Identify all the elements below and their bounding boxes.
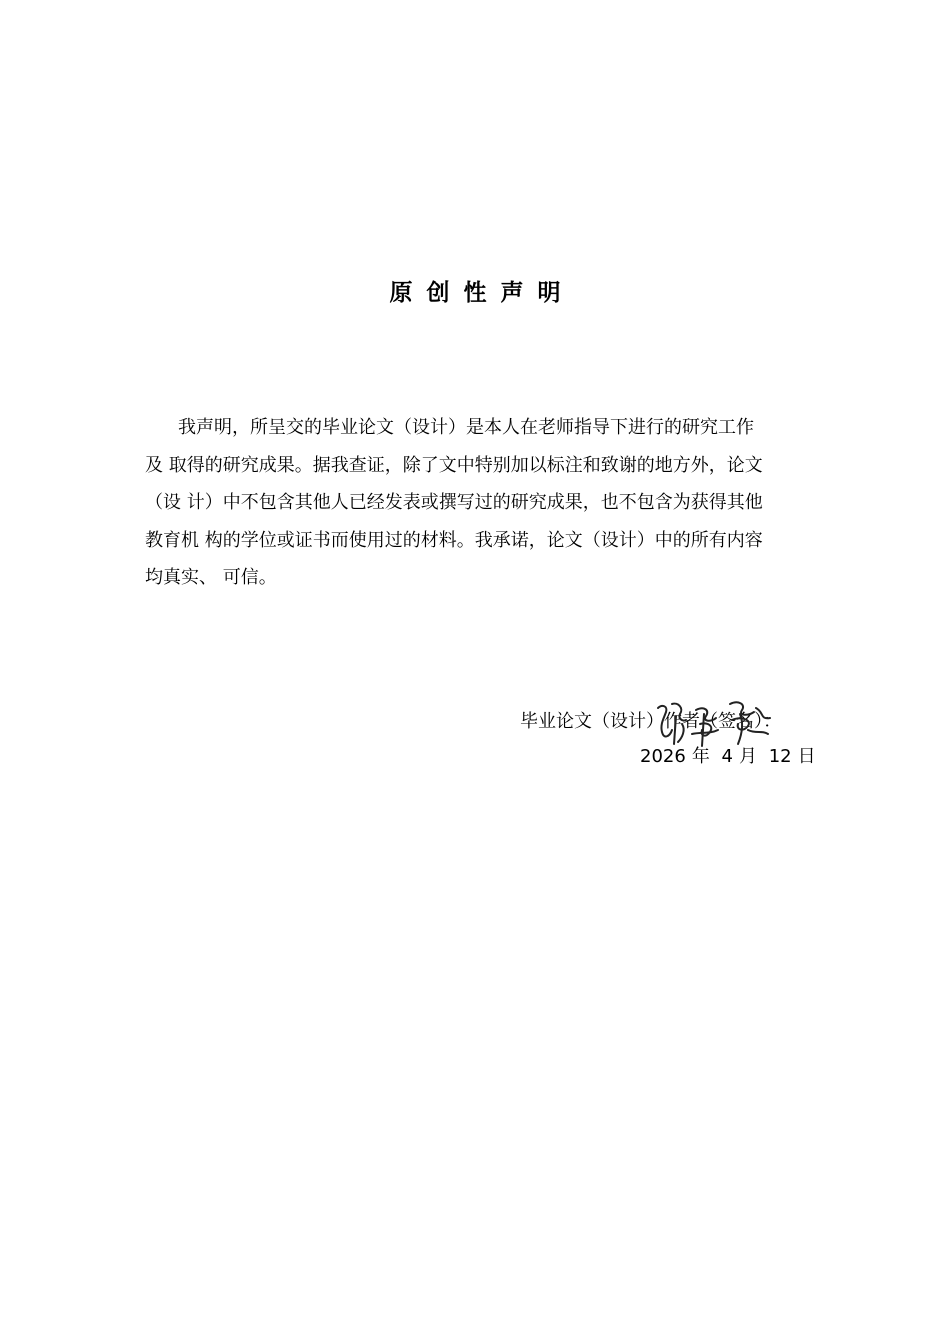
- handwritten-signature: [652, 694, 782, 750]
- declaration-line-4: 教育机 构的学位或证书而使用过的材料。我承诺，论文（设计）中的所有内容: [145, 530, 763, 551]
- declaration-line-2: 及 取得的研究成果。据我查证，除了文中特别加以标注和致谢的地方外，论文: [145, 455, 763, 476]
- page-title: 原创性声明: [389, 280, 575, 306]
- signature-date: [640, 745, 822, 769]
- date-year: 2026: [640, 746, 686, 767]
- date-day-unit: 日: [797, 746, 816, 767]
- date-month-unit: 月: [739, 746, 757, 767]
- date-month: 4: [721, 746, 733, 767]
- signature-label: 毕业论文（设计）作者（签名）：: [520, 711, 781, 732]
- declaration-line-3: （设 计）中不包含其他人已经发表或撰写过的研究成果，也不包含为获得其他: [145, 492, 763, 513]
- date-day: 12: [768, 746, 792, 767]
- declaration-line-1: 我声明，所呈交的毕业论文（设计）是本人在老师指导下进行的研究工作: [178, 417, 754, 438]
- declaration-line-5: 均真实、 可信。: [145, 567, 277, 588]
- date-year-unit: 年: [691, 746, 710, 767]
